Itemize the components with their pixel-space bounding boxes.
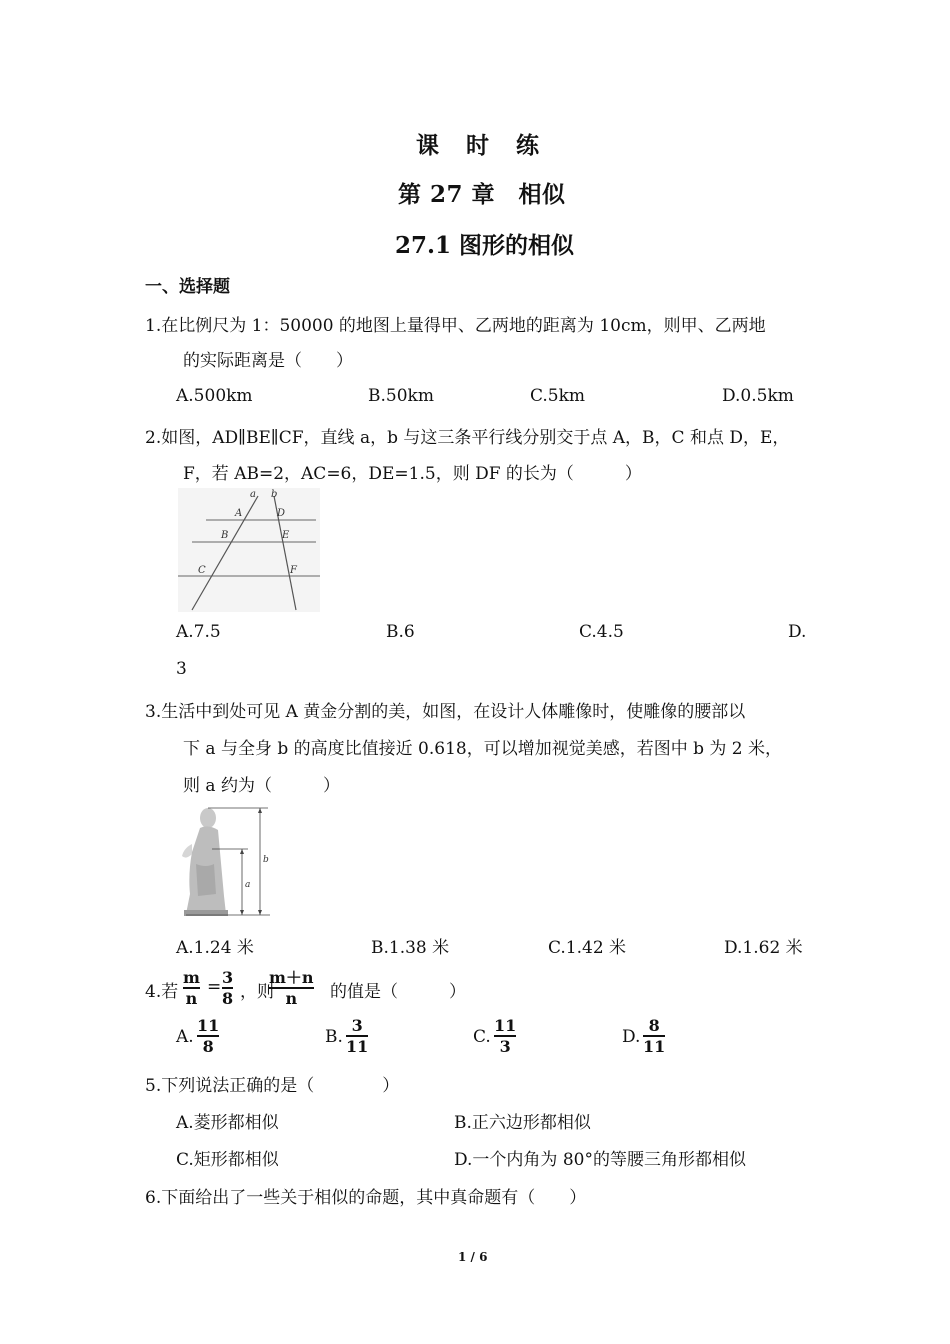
q3-option-a: A.1.24 米 (176, 938, 254, 958)
q1-stem-line1: 1.在比例尺为 1：50000 的地图上量得甲、乙两地的距离为 10cm，则甲、乙两地 (145, 316, 766, 336)
q4-fraction-m-over-n: m n (183, 968, 200, 1008)
q5-stem: 5.下列说法正确的是（ ） (145, 1076, 400, 1096)
q3-option-b: B.1.38 米 (371, 938, 450, 958)
q4-option-c-fraction: 11 3 (494, 1016, 517, 1056)
q3-option-d: D.1.62 米 (724, 938, 803, 958)
fig2-label-a: a (250, 489, 256, 500)
q1-stem-line2: 的实际距离是（ ） (183, 351, 353, 371)
part-heading: 一、选择题 (145, 277, 230, 297)
chapter-title: 第 27 章 相似 (398, 181, 566, 208)
q2-stem-line1: 2.如图，AD∥BE∥CF，直线 a，b 与这三条平行线分别交于点 A，B，C 和点 D，E， (145, 428, 790, 448)
fig2-label-F: F (290, 565, 297, 576)
fig3-label-a: a (245, 880, 251, 890)
fig2-label-b: b (271, 489, 278, 500)
fig2-label-C: C (198, 565, 206, 576)
q3-option-c: C.1.42 米 (548, 938, 627, 958)
fig3-label-b: b (263, 855, 269, 865)
q3-stem-line3: 则 a 约为（ ） (183, 776, 340, 796)
q5-option-b: B.正六边形都相似 (454, 1113, 591, 1133)
section-title: 27.1 图形的相似 (395, 232, 575, 259)
q3-stem-line2: 下 a 与全身 b 的高度比值接近 0.618，可以增加视觉美感，若图中 b 为 2 米， (183, 739, 783, 759)
page-number: 1 / 6 (458, 1250, 488, 1264)
q6-stem: 6.下面给出了一些关于相似的命题，其中真命题有（ ） (145, 1188, 587, 1208)
q2-option-c: C.4.5 (579, 622, 624, 642)
q3-stem-line1: 3.生活中到处可见 A 黄金分割的美，如图，在设计人体雕像时，使雕像的腰部以 (145, 702, 746, 722)
q4-equals: = (207, 977, 222, 997)
parallel-lines-figure (178, 488, 320, 612)
q2-option-a: A.7.5 (176, 622, 221, 642)
q4-stem-prefix: 4.若 (145, 982, 179, 1002)
fig2-label-B: B (221, 530, 229, 541)
q2-option-d-label: D. (788, 622, 807, 642)
fig2-label-A: A (235, 508, 243, 519)
q4-option-d-label: D. (622, 1027, 641, 1047)
fig2-label-D: D (277, 508, 286, 519)
q5-option-d: D.一个内角为 80°的等腰三角形都相似 (454, 1150, 746, 1170)
statue-figure (178, 804, 276, 919)
q1-option-d: D.0.5km (722, 386, 794, 406)
q4-option-c-label: C. (473, 1027, 491, 1047)
q1-option-c: C.5km (530, 386, 586, 406)
q4-option-d-fraction: 8 11 (643, 1016, 666, 1056)
q4-option-b-label: B. (325, 1027, 343, 1047)
q5-option-a: A.菱形都相似 (176, 1113, 279, 1133)
q4-fraction-expression: m＋n n (269, 968, 314, 1008)
q4-stem-suffix: 的值是（ ） (330, 982, 466, 1002)
q4-option-b-fraction: 3 11 (346, 1016, 369, 1056)
q4-option-a-fraction: 11 8 (197, 1016, 220, 1056)
q2-stem-line2: F，若 AB=2，AC=6，DE=1.5，则 DF 的长为（ ） (183, 464, 642, 484)
page-title: 课 时 练 (416, 132, 541, 159)
q1-option-b: B.50km (368, 386, 434, 406)
q4-stem-then: ，则 (240, 982, 274, 1002)
q5-option-c: C.矩形都相似 (176, 1150, 279, 1170)
q4-fraction-3-over-8: 3 8 (222, 968, 234, 1008)
q1-option-a: A.500km (176, 386, 253, 406)
q4-option-a-label: A. (176, 1027, 194, 1047)
q2-option-d-value: 3 (176, 659, 187, 679)
fig2-label-E: E (282, 530, 290, 541)
q2-option-b: B.6 (386, 622, 415, 642)
